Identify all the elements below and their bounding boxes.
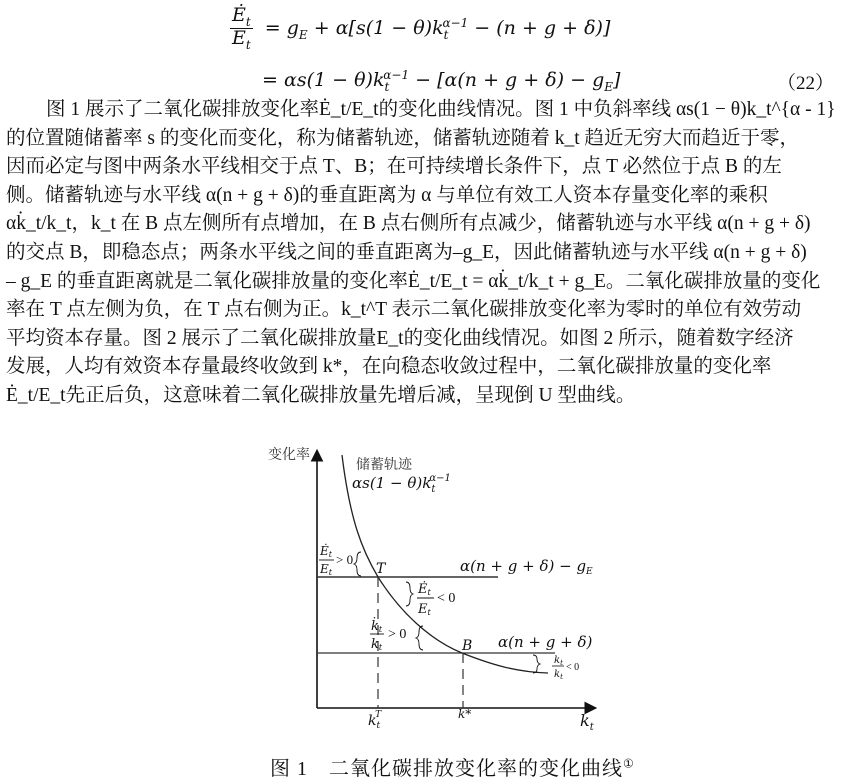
paragraph-line: 发展，人均有效资本存量最终收敛到 k*，在向稳态收敛过程中，二氧化碳排放量的变化率 <box>6 356 772 378</box>
paragraph-line: 图 1 展示了二氧化碳排放变化率Ė_t/E_t的变化曲线情况。图 1 中负斜率线 αs(1 − θ)k_t^{α - 1} <box>46 99 836 120</box>
svg-text:kt: $k_t$ <box>554 669 563 681</box>
annotation-E-negative <box>406 580 455 617</box>
body-paragraph <box>6 96 838 411</box>
curve-name-label: 储蓄轨迹 <box>356 458 412 473</box>
upper-line-label: $\alpha(n + g + \delta) - g_E$ <box>460 557 593 577</box>
paragraph-line: Ė_t/E_t先正后负，这意味着二氧化碳排放量先增后减，呈现倒 U 型曲线。 <box>6 384 636 406</box>
paragraph-line: 率在 T 点左侧为负，在 T 点右侧为正。k_t^T 表示二氧化碳排放变化率为零时的单位有效劳动 <box>6 299 802 321</box>
paragraph-line: 平均资本存量。图 2 展示了二氧化碳排放量E_t的变化曲线情况。如图 2 所示，随着数字经济 <box>6 327 794 349</box>
svg-text:Et: Et <box>418 602 431 617</box>
annotation-k-negative <box>533 655 579 681</box>
paragraph-line: – g_E 的垂直距离就是二氧化碳排放量的变化率Ė_t/E_t = αk̇_t/k_t + g_E。二氧化碳排放量的变化 <box>6 270 821 292</box>
curve-formula-label: $\alpha s(1 - \theta)k_t\alpha-1$ <box>352 473 451 495</box>
svg-text:< 0: < 0 <box>437 591 456 606</box>
point-B-label: B <box>462 638 473 654</box>
figure-caption: 图 1 二氧化碳排放变化率的变化曲线① <box>270 756 635 780</box>
equation-number: （22） <box>777 73 835 94</box>
equation-line-2: = $\alpha s(1 - \theta)k_t^{\alpha-1} - [\alpha(n + g + \delta) - g_E]$ <box>262 68 621 95</box>
svg-text:> 0: > 0 <box>336 552 354 567</box>
equation-lhs-fraction: $\frac{Ė_t}{E_t}$ <box>232 4 251 53</box>
svg-text:kt: kt <box>371 637 383 652</box>
paragraph-line: αk̇_t/k_t，k_t 在 B 点左侧所有点增加，在 B 点右侧所有点减少，储蓄轨迹与水平线 α(n + g + δ) <box>6 213 811 235</box>
paragraph-line: 的交点 B，即稳态点；两条水平线之间的垂直距离为–g_E，因此储蓄轨迹与水平线 α(n + g + δ) <box>6 241 807 263</box>
y-axis-label: 变化率 <box>268 448 310 463</box>
svg-text:< 0: < 0 <box>566 662 580 673</box>
footnote-marker[interactable]: ① <box>623 756 635 771</box>
svg-text:> 0: > 0 <box>388 627 407 642</box>
tick-kT-label: $k_tT$ <box>368 710 382 731</box>
svg-text:Ėt: Ėt <box>320 544 332 559</box>
x-axis-label: $k_t$ <box>580 711 594 733</box>
lower-line-label: α(n + g + δ) <box>498 633 593 651</box>
svg-text:Ėt: Ėt <box>418 582 431 597</box>
annotation-E-positive <box>319 543 361 577</box>
paragraph-line: 的位置随储蓄率 s 的变化而变化，称为储蓄轨迹，储蓄轨迹随着 k_t 趋近无穷大而趋近于零， <box>6 127 800 149</box>
figure-1-chart <box>0 440 843 750</box>
svg-text:kt: $k_t$ <box>554 655 563 667</box>
tick-kstar-label: k* <box>458 707 472 721</box>
svg-text:k̇t: k̇t <box>371 619 383 634</box>
svg-text:Et: Et <box>320 562 332 577</box>
equation-line-1: $\frac{Ė_t}{E_t}$ = $g_E + \alpha[s(1 - \theta)k_t^{\alpha-1} - (n + g + \delta)]$ <box>232 4 611 53</box>
point-T-label: T <box>376 561 386 577</box>
paragraph-line: 因而必定与图中两条水平线相交于点 T、B；在可持续增长条件下，点 T 必然位于点 B 的左 <box>6 156 782 178</box>
paragraph-line: 侧。储蓄轨迹与水平线 α(n + g + δ)的垂直距离为 α 与单位有效工人资本存量变化率的乘积 <box>6 184 768 206</box>
